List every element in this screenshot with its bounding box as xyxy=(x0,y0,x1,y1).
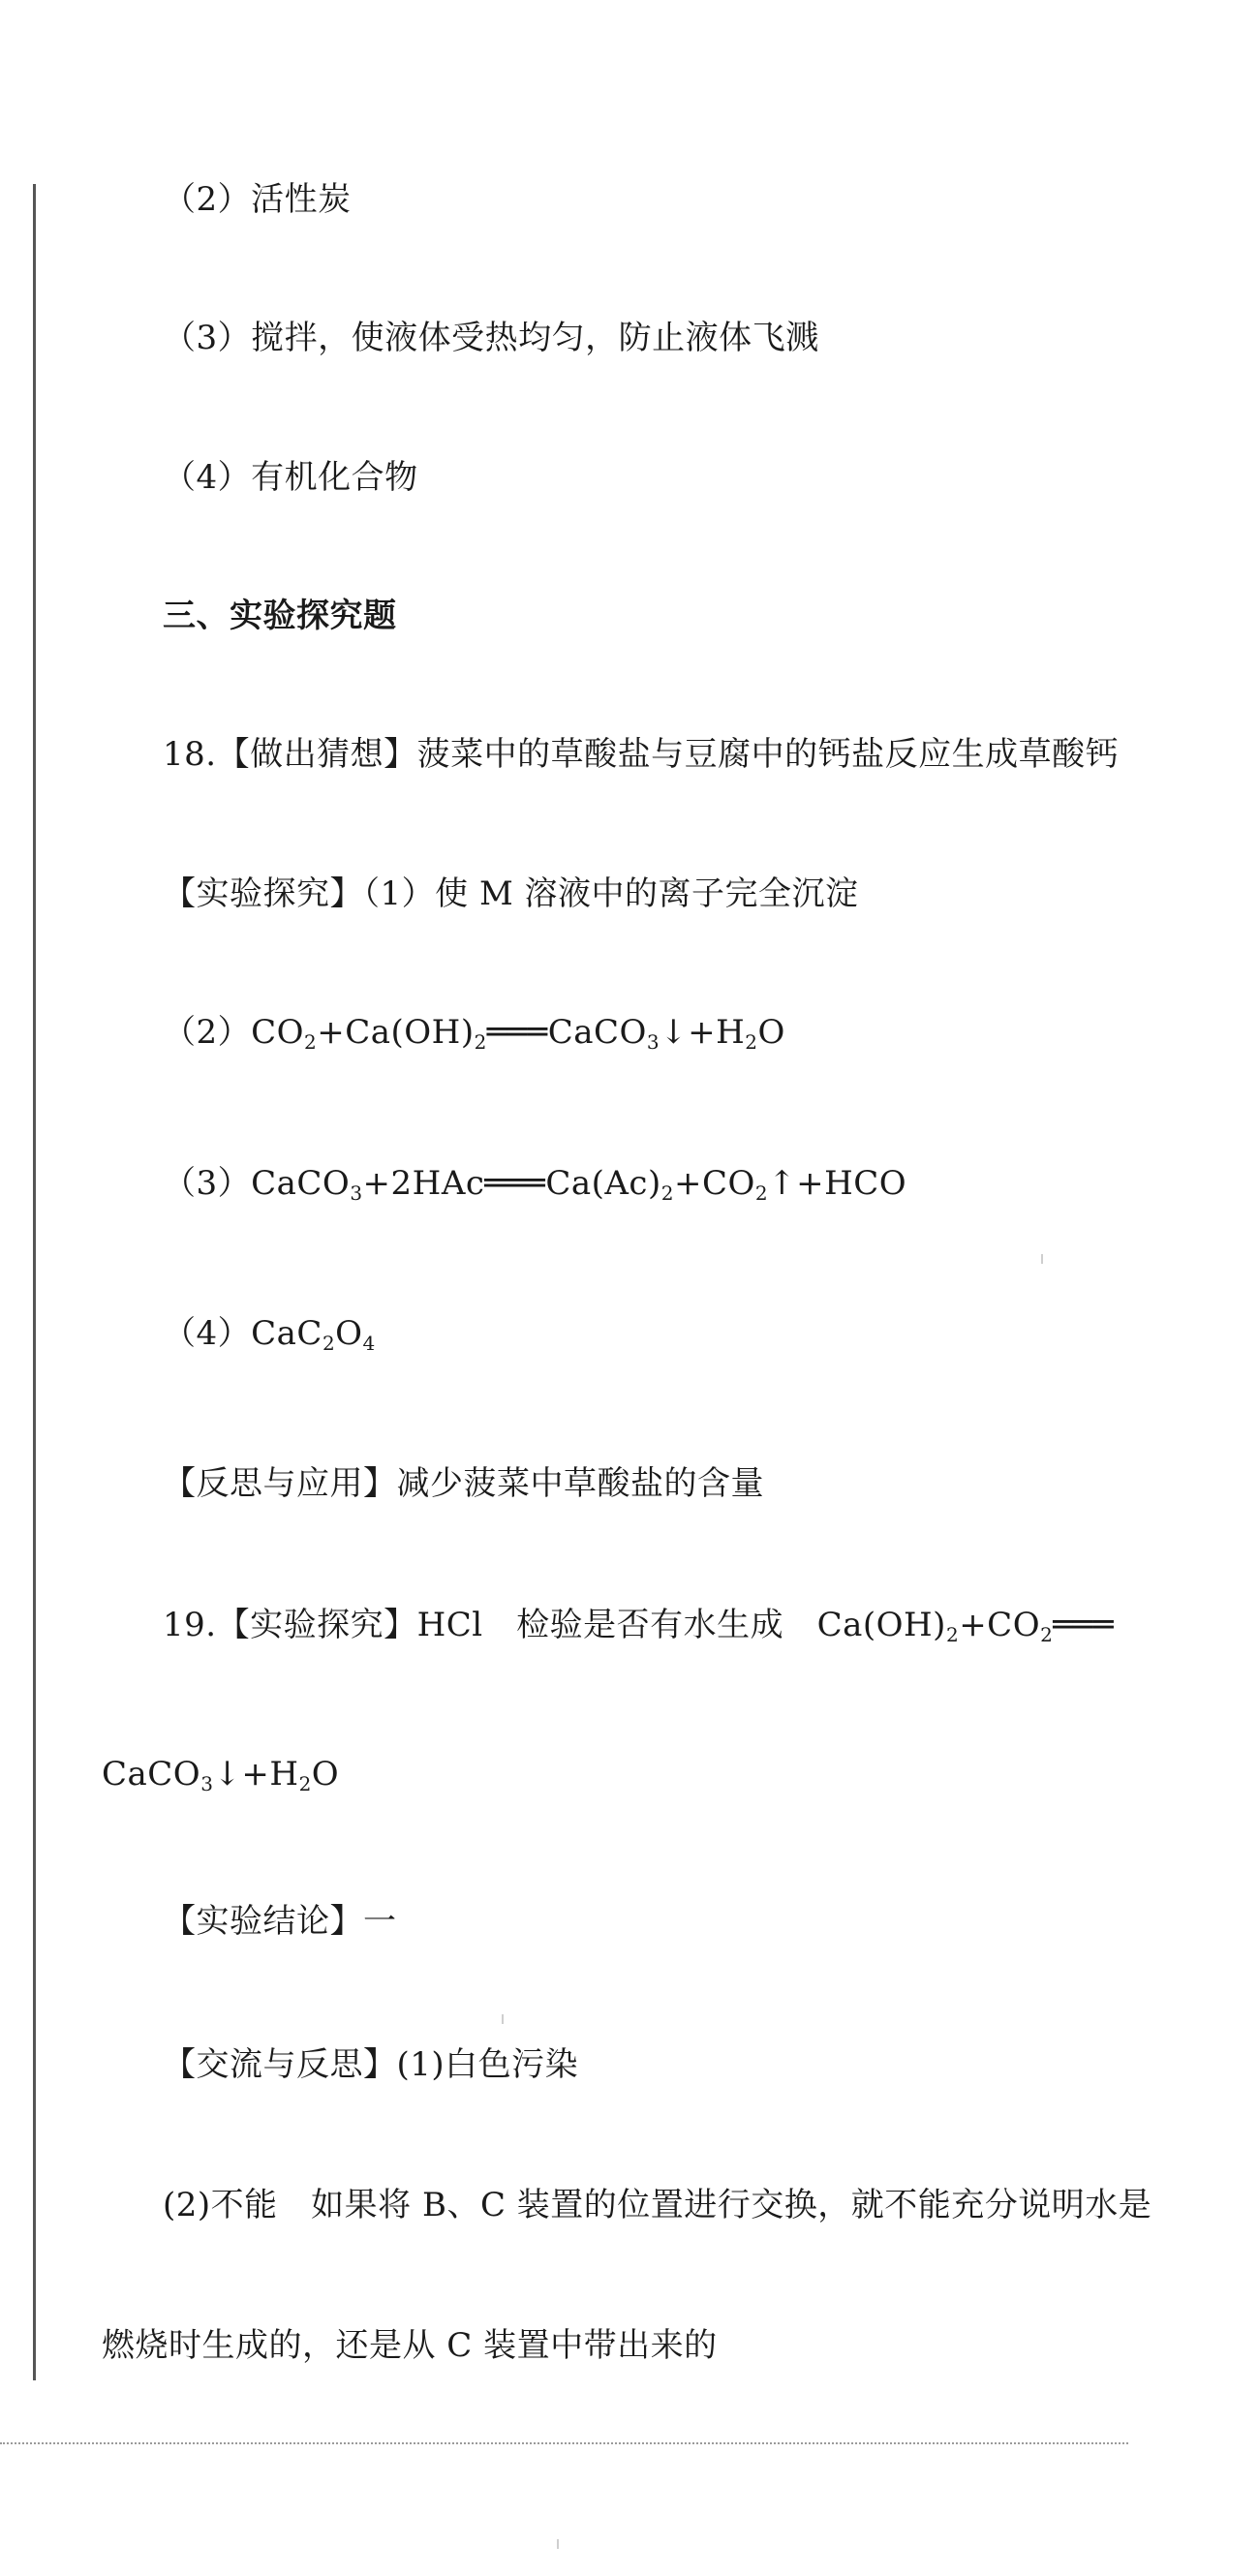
q18-reflection: 【反思与应用】减少菠菜中草酸盐的含量 xyxy=(163,1464,764,1503)
answer-4-organic-compound: （4）有机化合物 xyxy=(163,458,418,497)
section-heading-experiment: 三、实验探究题 xyxy=(163,597,397,635)
q18-hypothesis: 18.【做出猜想】菠菜中的草酸盐与豆腐中的钙盐反应生成草酸钙 xyxy=(163,735,1120,774)
left-margin-rule xyxy=(33,184,36,2380)
q19-reflection-2-continued: 燃烧时生成的，还是从 C 装置中带出来的 xyxy=(102,2326,718,2365)
q19-reflection-2: (2)不能 如果将 B、C 装置的位置进行交换，就不能充分说明水是 xyxy=(163,2186,1152,2224)
scan-speck xyxy=(557,2539,559,2549)
q18-experiment-1: 【实验探究】（1）使 M 溶液中的离子完全沉淀 xyxy=(163,874,859,913)
scan-speck xyxy=(502,2014,504,2024)
q19-conclusion: 【实验结论】一 xyxy=(163,1902,397,1941)
bottom-dotted-rule xyxy=(0,2442,1128,2444)
scan-speck xyxy=(1041,1254,1043,1264)
q19-reflection-1: 【交流与反思】(1)白色污染 xyxy=(163,2045,579,2084)
q18-equation-2: $(2)CO_2+Ca(OH)_2═══CaCO_3↓+H_2O$ xyxy=(163,1013,785,1054)
q19-equation-continued: $CaCO_3↓+H_2O$ xyxy=(102,1755,340,1795)
q19-experiment: 19.【实验探究】HCl 检验是否有水生成 $Ca(OH)_2+CO_2═══$ xyxy=(163,1606,1115,1646)
q18-formula-4: $(4)CaC_2O_4$ xyxy=(163,1314,376,1355)
answer-3-stirring: （3）搅拌，使液体受热均匀，防止液体飞溅 xyxy=(163,319,819,357)
answer-2-activated-carbon: （2）活性炭 xyxy=(163,180,352,219)
q18-equation-3: $(3)CaCO_3+2HAc═══Ca(Ac)_2+CO_2↑+HCO$ xyxy=(163,1164,907,1205)
